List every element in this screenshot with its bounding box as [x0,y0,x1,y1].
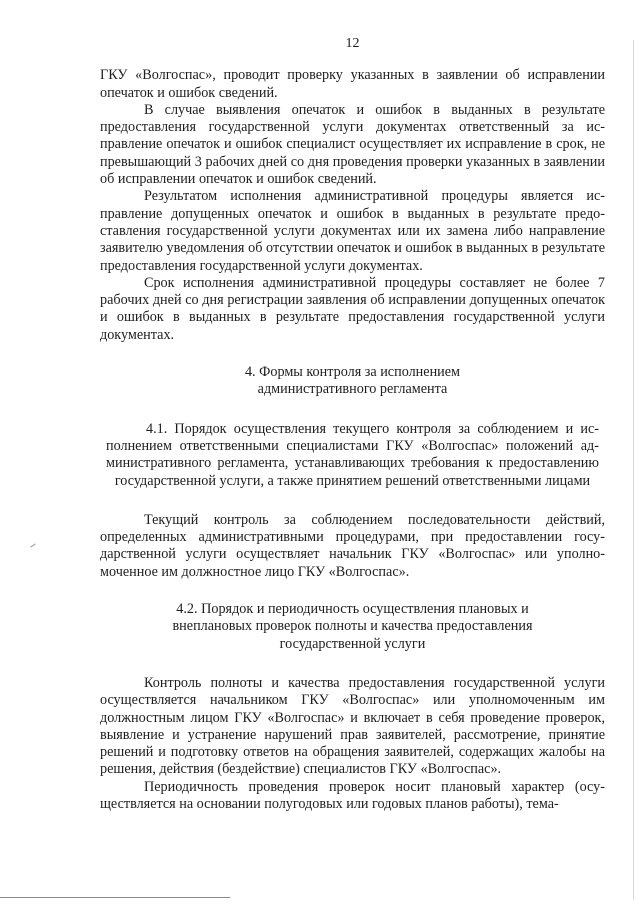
subsection-4-2-text-1: Контроль полноты и качества предоставления государственной услуги осуществляется начальником ГКУ «Волгоспас» или уполномоченным им должностным лицом ГКУ «Волгоспас» и включает в себя проведение проверок, выявление и устранение нарушений прав заявителей, рассмотрение, принятие решений и подготовку ответов на обращения заявителей, содержащих жалобы на решения, действия (бездействие) специалистов ГКУ «Волгоспас». [100,674,605,778]
subsection-4-2-text-2: Периодичность проведения проверок носит плановый характер (осуществляется на основании полугодовых или годовых планов работы), тема- [100,778,605,812]
paragraph-correction: В случае выявления опечаток и ошибок в выданных в результате предоставления государственной услуги документах ответственный за исправление опечаток и ошибок специалист осуществляет их исправление в срок, не превышающий 3 рабочих дней со дня проведения проверки указанных в заявлении об исправлении опечаток и ошибок сведений. [100,101,605,188]
section-4-title-line1: 4. Формы контроля за исполнением [244,364,461,381]
subsection-4-2-title: 4.2. Порядок и периодичность осуществления плановых и внеплановых проверок полноты и качества предоставления государственной услуги [172,601,533,652]
page-number: 12 [345,36,360,51]
scan-mark [30,543,35,547]
section-4-title [100,364,605,399]
scan-edge-line [633,40,634,900]
footnote-divider [0,897,230,898]
paragraph-deadline: Срок исполнения административной процедуры составляет не более 7 рабочих дней со дня регистрации заявления об исправлении допущенных опечаток и ошибок в выданных в результате предоставления государственной услуги документах. [100,274,605,343]
spacer [100,581,605,601]
paragraph-continuation: ГКУ «Волгоспас», проводит проверку указанных в заявлении об исправлении опечаток и ошибок сведений. [100,67,605,101]
document-page [100,35,605,813]
paragraph-result: Результатом исполнения административной процедуры является исправление допущенных опечаток и ошибок в выданных в результате предоставления государственной услуги документах или их замена либо направление заявителю уведомления об отсутствии опечаток и ошибок в выданных в результате предоставления государственной услуги документах. [100,188,605,274]
section-4-title-line2: административного регламента [257,381,448,398]
subsection-4-1-text: Текущий контроль за соблюдением последовательности действий, определенных административными процедурами, при предоставлении государственной услуги осуществляет начальник ГКУ «Волгоспас» или уполномоченное им должностное лицо ГКУ «Волгоспас». [100,511,605,580]
subsection-4-1-title: 4.1. Порядок осуществления текущего контроля за соблюдением и исполнением ответственными специалистами ГКУ «Волгоспас» положений административного регламента, устанавливающих требования к предоставлению государственной услуги, а также принятием решений ответственными лицами [106,420,599,489]
